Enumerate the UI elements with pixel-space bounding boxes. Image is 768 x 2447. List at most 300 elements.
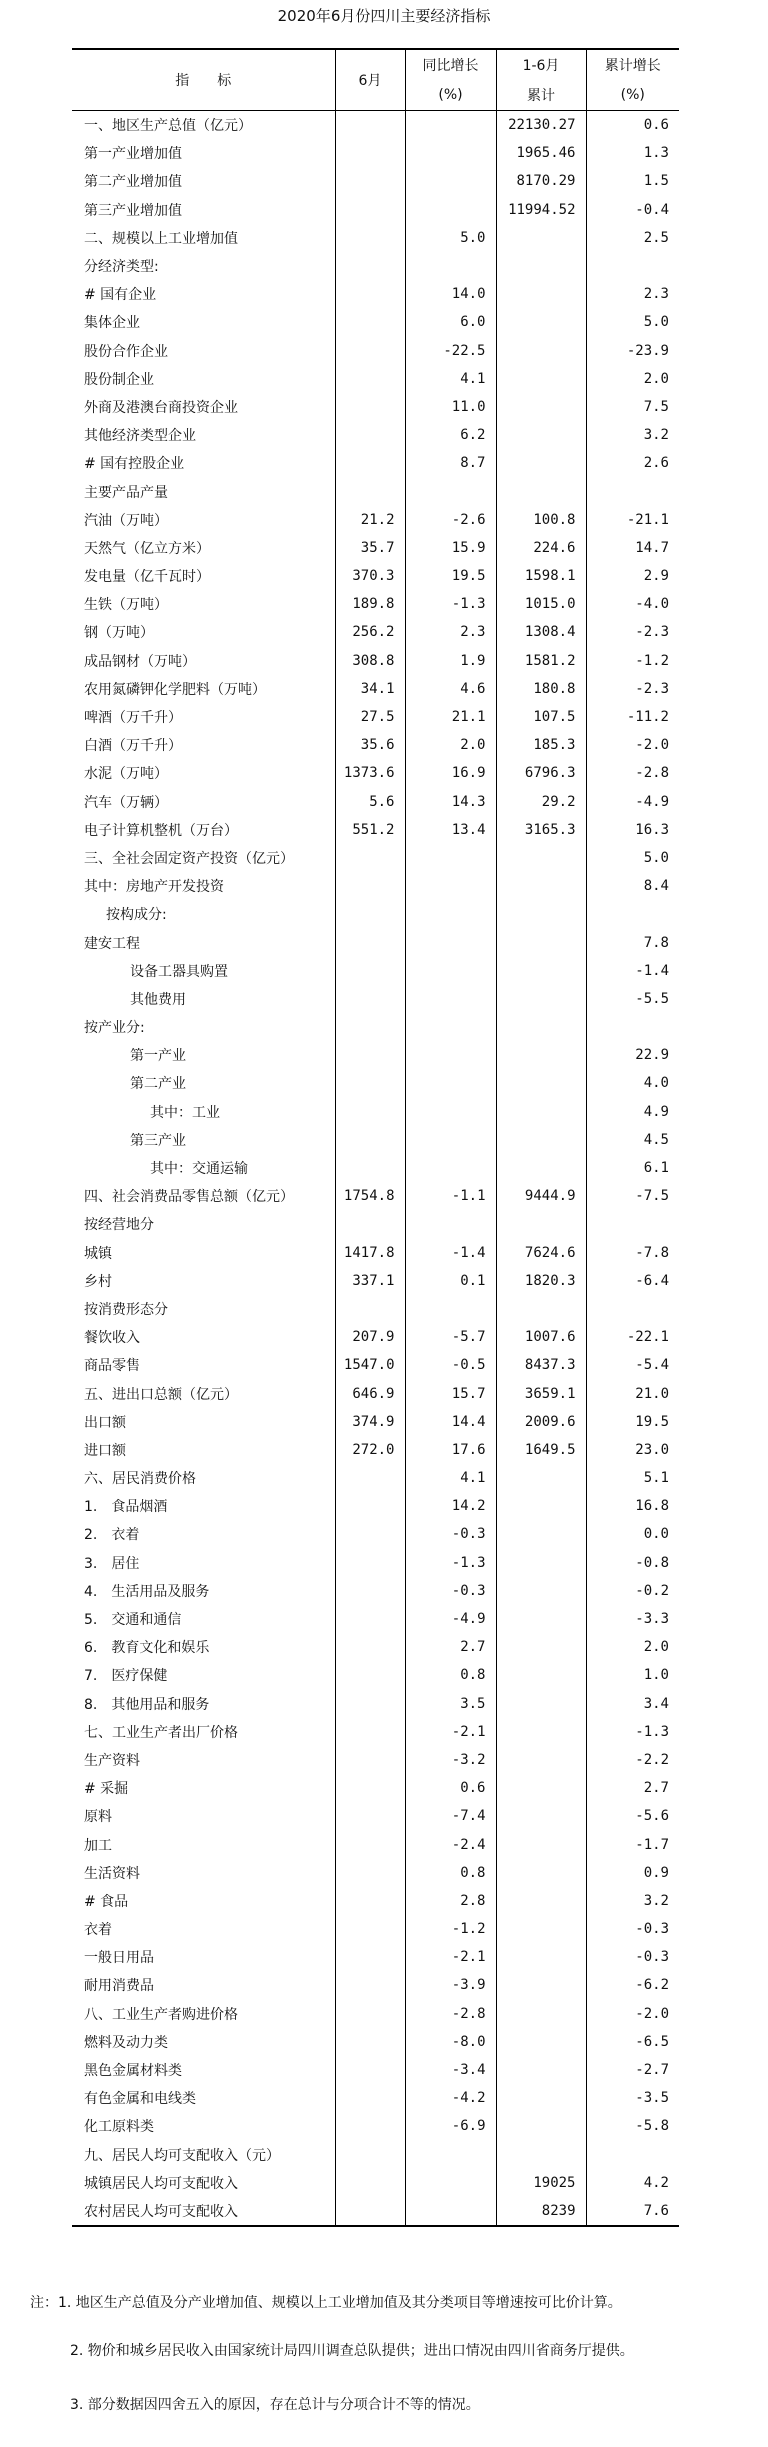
cell-cumulative-growth: 1.0 (586, 1661, 679, 1689)
cell-cumulative (496, 1718, 586, 1746)
table-row (72, 1436, 679, 1464)
row-label: 第一产业增加值 (84, 146, 182, 163)
cell-june (335, 280, 405, 308)
cell-yoy-growth (405, 928, 496, 956)
cell-yoy-growth (405, 900, 496, 928)
row-label: 一般日用品 (84, 1950, 154, 1967)
cell-cumulative-growth (586, 900, 679, 928)
table-row (72, 2084, 679, 2112)
table-row (72, 731, 679, 759)
cell-yoy-growth: -4.9 (405, 1605, 496, 1633)
cell-june (335, 2197, 405, 2226)
cell-cumulative-growth: -2.0 (586, 2000, 679, 2028)
cell-cumulative-growth: 1.3 (586, 139, 679, 167)
cell-june (335, 1126, 405, 1154)
cell-june (335, 2169, 405, 2197)
cell-yoy-growth: 14.0 (405, 280, 496, 308)
row-label: 第三产业 (130, 1132, 186, 1149)
row-label: # 国有控股企业 (84, 456, 185, 473)
row-label: 乡村 (84, 1273, 112, 1290)
cell-cumulative-growth: -3.5 (586, 2084, 679, 2112)
cell-cumulative: 2009.6 (496, 1408, 586, 1436)
header-yoy-unit: (%) (405, 80, 496, 111)
cell-yoy-growth: 0.6 (405, 1774, 496, 1802)
row-label: 六、居民消费价格 (84, 1471, 196, 1488)
cell-yoy-growth: 16.9 (405, 759, 496, 787)
cell-june (335, 2000, 405, 2028)
cell-cumulative-growth: 0.0 (586, 1520, 679, 1548)
cell-yoy-growth: -1.3 (405, 1549, 496, 1577)
cell-yoy-growth (405, 111, 496, 140)
cell-yoy-growth (405, 1295, 496, 1323)
cell-cumulative-growth: -5.4 (586, 1351, 679, 1379)
cell-cumulative (496, 1069, 586, 1097)
row-label: 燃料及动力类 (84, 2034, 168, 2051)
row-label: 汽车（万辆） (84, 794, 168, 811)
row-label: 九、居民人均可支配收入（元） (84, 2147, 280, 2164)
cell-yoy-growth (405, 2169, 496, 2197)
cell-cumulative-growth: -1.2 (586, 647, 679, 675)
cell-yoy-growth: 4.1 (405, 1464, 496, 1492)
cell-yoy-growth: 0.8 (405, 1859, 496, 1887)
header-indicator: 指 标 (175, 73, 232, 89)
cell-yoy-growth: 13.4 (405, 816, 496, 844)
table-row (72, 449, 679, 477)
table-row (72, 1182, 679, 1210)
cell-yoy-growth: -3.4 (405, 2056, 496, 2084)
table-row (72, 2056, 679, 2084)
table-row (72, 1746, 679, 1774)
cell-june (335, 1577, 405, 1605)
row-label: 设备工器具购置 (130, 963, 228, 980)
cell-yoy-growth: 14.2 (405, 1492, 496, 1520)
header-cumulative-sub: 累计 (496, 80, 586, 111)
table-row (72, 1802, 679, 1830)
cell-june (335, 1661, 405, 1689)
row-label: 农村居民人均可支配收入 (84, 2203, 238, 2220)
cell-cumulative-growth: 22.9 (586, 1041, 679, 1069)
table-row (72, 1041, 679, 1069)
table-row (72, 985, 679, 1013)
cell-cumulative (496, 1520, 586, 1548)
cell-cumulative-growth: -3.3 (586, 1605, 679, 1633)
cell-cumulative-growth: 2.5 (586, 224, 679, 252)
cell-cumulative-growth: 2.7 (586, 1774, 679, 1802)
row-label: 建安工程 (84, 935, 140, 952)
cell-cumulative (496, 1549, 586, 1577)
cell-june (335, 1830, 405, 1858)
cell-yoy-growth: 14.4 (405, 1408, 496, 1436)
row-label: # 国有企业 (84, 287, 157, 304)
cell-cumulative (496, 2056, 586, 2084)
cell-cumulative (496, 252, 586, 280)
cell-june (335, 1549, 405, 1577)
row-label: 生铁（万吨） (84, 597, 168, 614)
cell-yoy-growth: -3.9 (405, 1971, 496, 1999)
cell-june (335, 1013, 405, 1041)
table-row (72, 759, 679, 787)
cell-cumulative (496, 844, 586, 872)
row-label: 进口额 (84, 1442, 126, 1459)
cell-cumulative: 29.2 (496, 788, 586, 816)
row-label: 七、工业生产者出厂价格 (84, 1724, 238, 1741)
cell-cumulative-growth (586, 1013, 679, 1041)
cell-june (335, 1690, 405, 1718)
cell-cumulative-growth: 0.9 (586, 1859, 679, 1887)
cell-yoy-growth: 14.3 (405, 788, 496, 816)
cell-june (335, 2112, 405, 2140)
table-row (72, 1492, 679, 1520)
cell-june (335, 1041, 405, 1069)
cell-cumulative-growth: -11.2 (586, 703, 679, 731)
table-row (72, 1859, 679, 1887)
cell-cumulative-growth: 2.0 (586, 365, 679, 393)
cell-yoy-growth: 2.3 (405, 618, 496, 646)
cell-yoy-growth: -3.2 (405, 1746, 496, 1774)
table-row (72, 1718, 679, 1746)
cell-cumulative (496, 1943, 586, 1971)
cell-cumulative-growth: 5.1 (586, 1464, 679, 1492)
cell-june: 27.5 (335, 703, 405, 731)
cell-cumulative (496, 2028, 586, 2056)
row-label: 主要产品产量 (84, 484, 168, 501)
cell-june: 272.0 (335, 1436, 405, 1464)
table-row (72, 1379, 679, 1407)
row-label: 3. 居住 (84, 1555, 140, 1572)
cell-june (335, 2141, 405, 2169)
cell-cumulative: 1308.4 (496, 618, 586, 646)
table-row (72, 816, 679, 844)
cell-cumulative (496, 1154, 586, 1182)
row-label: 按构成分: (106, 907, 167, 924)
cell-june (335, 1605, 405, 1633)
cell-june: 1417.8 (335, 1239, 405, 1267)
cell-june: 256.2 (335, 618, 405, 646)
table-row (72, 1267, 679, 1295)
table-row (72, 196, 679, 224)
cell-yoy-growth: -1.3 (405, 590, 496, 618)
cell-cumulative-growth: -0.2 (586, 1577, 679, 1605)
table-row (72, 703, 679, 731)
cell-cumulative (496, 900, 586, 928)
cell-june (335, 957, 405, 985)
cell-yoy-growth: 2.0 (405, 731, 496, 759)
cell-yoy-growth (405, 167, 496, 195)
cell-cumulative-growth: 5.0 (586, 844, 679, 872)
cell-yoy-growth: -0.3 (405, 1520, 496, 1548)
row-label: 生产资料 (84, 1752, 140, 1769)
cell-yoy-growth: 2.8 (405, 1887, 496, 1915)
table-row (72, 308, 679, 336)
cell-cumulative (496, 308, 586, 336)
table-row (72, 1210, 679, 1238)
cell-yoy-growth: 4.1 (405, 365, 496, 393)
cell-cumulative-growth: 0.6 (586, 111, 679, 140)
row-label: 商品零售 (84, 1358, 140, 1375)
table-row (72, 928, 679, 956)
cell-yoy-growth: -2.1 (405, 1718, 496, 1746)
cell-june: 374.9 (335, 1408, 405, 1436)
cell-june: 1754.8 (335, 1182, 405, 1210)
cell-cumulative (496, 1661, 586, 1689)
table-row (72, 1520, 679, 1548)
cell-yoy-growth (405, 872, 496, 900)
cell-yoy-growth: 5.0 (405, 224, 496, 252)
table-row (72, 957, 679, 985)
cell-yoy-growth: 3.5 (405, 1690, 496, 1718)
cell-cumulative (496, 872, 586, 900)
cell-yoy-growth: -0.5 (405, 1351, 496, 1379)
cell-june (335, 1802, 405, 1830)
cell-june: 35.6 (335, 731, 405, 759)
cell-cumulative-growth: -7.5 (586, 1182, 679, 1210)
cell-june: 34.1 (335, 675, 405, 703)
cell-yoy-growth (405, 1210, 496, 1238)
table-row (72, 1295, 679, 1323)
row-label: 原料 (84, 1809, 112, 1826)
cell-yoy-growth: 11.0 (405, 393, 496, 421)
table-row (72, 252, 679, 280)
cell-june (335, 477, 405, 505)
cell-cumulative (496, 1013, 586, 1041)
cell-cumulative-growth: 21.0 (586, 1379, 679, 1407)
cell-cumulative-growth: -6.5 (586, 2028, 679, 2056)
cell-june (335, 224, 405, 252)
cell-cumulative: 1965.46 (496, 139, 586, 167)
table-row (72, 2169, 679, 2197)
row-label: 按产业分: (84, 1020, 145, 1037)
cell-yoy-growth: -8.0 (405, 2028, 496, 2056)
cell-cumulative (496, 421, 586, 449)
row-label: 农用氮磷钾化学肥料（万吨） (84, 681, 266, 698)
footnote-1: 注：1. 地区生产总值及分产业增加值、规模以上工业增加值及其分类项目等增速按可比价计算。 (30, 2295, 622, 2311)
row-label: 其他经济类型企业 (84, 428, 196, 445)
cell-cumulative-growth: -7.8 (586, 1239, 679, 1267)
cell-cumulative: 1581.2 (496, 647, 586, 675)
row-label: 城镇居民人均可支配收入 (84, 2175, 238, 2192)
cell-cumulative-growth: -1.3 (586, 1718, 679, 1746)
table-row (72, 1154, 679, 1182)
table-row (72, 1351, 679, 1379)
cell-yoy-growth: -2.1 (405, 1943, 496, 1971)
cell-june (335, 1098, 405, 1126)
page-title: 2020年6月份四川主要经济指标 (277, 7, 491, 25)
cell-yoy-growth: 0.8 (405, 1661, 496, 1689)
cell-yoy-growth: -1.1 (405, 1182, 496, 1210)
cell-june (335, 2084, 405, 2112)
table-row (72, 167, 679, 195)
cell-yoy-growth (405, 1013, 496, 1041)
cell-cumulative: 1820.3 (496, 1267, 586, 1295)
cell-yoy-growth: 21.1 (405, 703, 496, 731)
table-row (72, 1887, 679, 1915)
table-row (72, 1126, 679, 1154)
cell-june (335, 1971, 405, 1999)
cell-yoy-growth (405, 477, 496, 505)
cell-cumulative-growth: -2.3 (586, 618, 679, 646)
row-label: 城镇 (84, 1245, 112, 1262)
cell-june (335, 1154, 405, 1182)
row-label: 其中：交通运输 (150, 1161, 248, 1178)
table-row (72, 1577, 679, 1605)
cell-cumulative-growth: 3.2 (586, 421, 679, 449)
cell-yoy-growth: -2.4 (405, 1830, 496, 1858)
cell-yoy-growth: -1.4 (405, 1239, 496, 1267)
cell-cumulative-growth (586, 1295, 679, 1323)
table-row (72, 900, 679, 928)
row-label: 啤酒（万千升） (84, 710, 182, 727)
row-label: 其中：房地产开发投资 (84, 879, 224, 896)
cell-cumulative-growth: -5.6 (586, 1802, 679, 1830)
cell-june (335, 1295, 405, 1323)
cell-yoy-growth (405, 1069, 496, 1097)
cell-yoy-growth (405, 1041, 496, 1069)
cell-yoy-growth (405, 1098, 496, 1126)
cell-cumulative-growth: -2.2 (586, 1746, 679, 1774)
table-row (72, 618, 679, 646)
row-label: 水泥（万吨） (84, 766, 168, 783)
cell-cumulative (496, 1887, 586, 1915)
cell-cumulative: 185.3 (496, 731, 586, 759)
cell-cumulative-growth: -2.3 (586, 675, 679, 703)
cell-cumulative (496, 1295, 586, 1323)
cell-yoy-growth: -22.5 (405, 337, 496, 365)
row-label: 钢（万吨） (84, 625, 154, 642)
cell-yoy-growth (405, 1126, 496, 1154)
header-month: 6月 (335, 49, 405, 111)
table-row (72, 844, 679, 872)
table-row (72, 1943, 679, 1971)
cell-cumulative (496, 1605, 586, 1633)
cell-cumulative (496, 2000, 586, 2028)
cell-june (335, 985, 405, 1013)
cell-yoy-growth: -2.8 (405, 2000, 496, 2028)
cell-cumulative (496, 477, 586, 505)
cell-cumulative-growth: -21.1 (586, 506, 679, 534)
cell-cumulative-growth: 4.9 (586, 1098, 679, 1126)
cell-cumulative-growth (586, 1210, 679, 1238)
cell-june (335, 393, 405, 421)
cell-cumulative-growth: 19.5 (586, 1408, 679, 1436)
table-row (72, 534, 679, 562)
table-row (72, 139, 679, 167)
cell-june (335, 1520, 405, 1548)
cell-june (335, 2028, 405, 2056)
table-row (72, 1690, 679, 1718)
cell-cumulative-growth: 3.4 (586, 1690, 679, 1718)
row-label: 第三产业增加值 (84, 202, 182, 219)
table-row (72, 2141, 679, 2169)
cell-june: 1373.6 (335, 759, 405, 787)
cell-cumulative-growth (586, 2141, 679, 2169)
table-row (72, 1464, 679, 1492)
cell-cumulative-growth: -1.4 (586, 957, 679, 985)
cell-yoy-growth (405, 196, 496, 224)
cell-yoy-growth (405, 957, 496, 985)
cell-cumulative-growth: 16.8 (586, 1492, 679, 1520)
cell-cumulative-growth: -4.9 (586, 788, 679, 816)
cell-cumulative (496, 1971, 586, 1999)
cell-cumulative (496, 1492, 586, 1520)
row-label: 7. 医疗保健 (84, 1668, 168, 1685)
cell-cumulative (496, 1915, 586, 1943)
table-row (72, 2000, 679, 2028)
row-label: # 采掘 (84, 1781, 129, 1798)
cell-june: 207.9 (335, 1323, 405, 1351)
cell-cumulative-growth: 2.9 (586, 562, 679, 590)
cell-yoy-growth (405, 844, 496, 872)
cell-cumulative-growth: 8.4 (586, 872, 679, 900)
cell-cumulative (496, 393, 586, 421)
cell-june (335, 139, 405, 167)
cell-cumulative (496, 928, 586, 956)
table-row (72, 280, 679, 308)
cell-yoy-growth: 6.2 (405, 421, 496, 449)
row-label: 分经济类型: (84, 259, 159, 276)
row-label: 化工原料类 (84, 2119, 154, 2136)
cell-june: 1547.0 (335, 1351, 405, 1379)
cell-june (335, 252, 405, 280)
row-label: 4. 生活用品及服务 (84, 1583, 210, 1600)
table-row (72, 1408, 679, 1436)
row-label: 白酒（万千升） (84, 738, 182, 755)
cell-cumulative (496, 280, 586, 308)
cell-cumulative (496, 1830, 586, 1858)
cell-cumulative: 6796.3 (496, 759, 586, 787)
cell-cumulative (496, 2141, 586, 2169)
cell-yoy-growth: 2.7 (405, 1633, 496, 1661)
table-row (72, 1915, 679, 1943)
table-row (72, 2197, 679, 2226)
cell-june: 308.8 (335, 647, 405, 675)
cell-cumulative-growth: -2.7 (586, 2056, 679, 2084)
cell-june (335, 872, 405, 900)
cell-yoy-growth: -1.2 (405, 1915, 496, 1943)
cell-june: 35.7 (335, 534, 405, 562)
row-label: 8. 其他用品和服务 (84, 1696, 210, 1713)
table-row (72, 1830, 679, 1858)
table-row (72, 1971, 679, 1999)
cell-cumulative: 9444.9 (496, 1182, 586, 1210)
cell-yoy-growth: -7.4 (405, 1802, 496, 1830)
table-row (72, 421, 679, 449)
cell-yoy-growth (405, 2197, 496, 2226)
cell-cumulative: 8239 (496, 2197, 586, 2226)
cell-cumulative (496, 1098, 586, 1126)
cell-june (335, 308, 405, 336)
row-label: 八、工业生产者购进价格 (84, 2006, 238, 2023)
row-label: 6. 教育文化和娱乐 (84, 1640, 210, 1657)
table-row (72, 788, 679, 816)
cell-cumulative-growth: -0.3 (586, 1915, 679, 1943)
cell-yoy-growth: 8.7 (405, 449, 496, 477)
row-label: 外商及港澳台商投资企业 (84, 399, 238, 416)
table-row (72, 1661, 679, 1689)
cell-june (335, 1210, 405, 1238)
row-label: 三、全社会固定资产投资（亿元） (84, 850, 294, 867)
cell-cumulative: 7624.6 (496, 1239, 586, 1267)
cell-cumulative: 1649.5 (496, 1436, 586, 1464)
cell-cumulative-growth: 6.1 (586, 1154, 679, 1182)
cell-cumulative (496, 1859, 586, 1887)
table-row (72, 224, 679, 252)
cell-cumulative (496, 449, 586, 477)
cell-cumulative-growth: -0.3 (586, 1943, 679, 1971)
cell-cumulative (496, 985, 586, 1013)
cell-cumulative: 8437.3 (496, 1351, 586, 1379)
cell-yoy-growth: 6.0 (405, 308, 496, 336)
row-label: 加工 (84, 1837, 112, 1854)
